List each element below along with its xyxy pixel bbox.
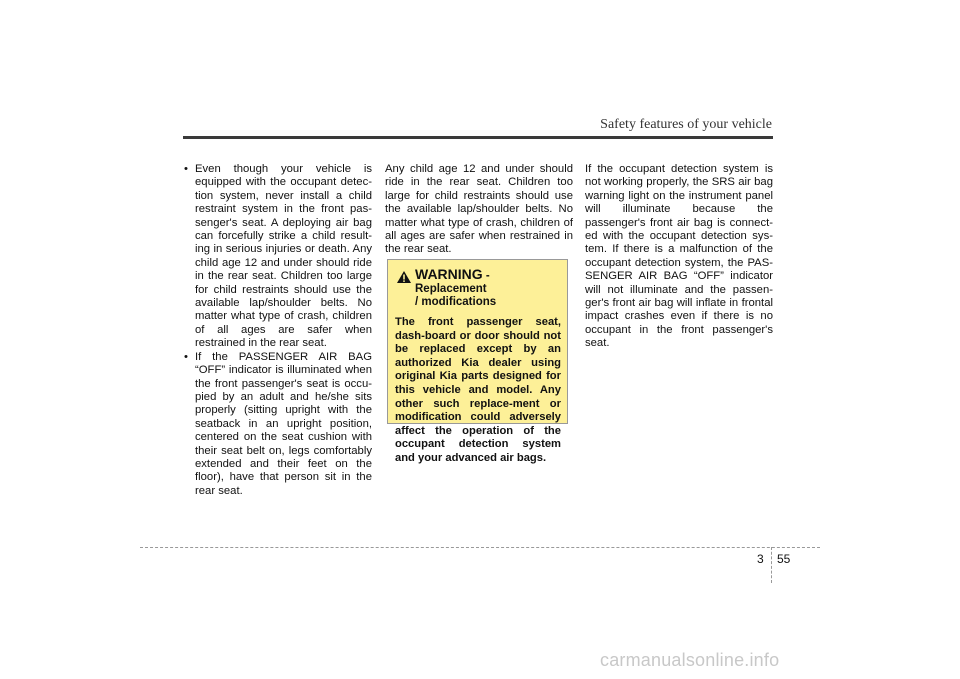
section-number: 3 xyxy=(757,552,764,566)
warning-body: The front passenger seat, dash-board or door should not be replaced except by an authorized Kia dealer using original Kia parts designed for this vehicle and model. Any other such replace-ment or modification could adversely affect the operation of the occupant detection system and your advanced air bags. xyxy=(395,316,561,464)
text-column-left xyxy=(184,163,372,498)
malfunction-paragraph: If the occupant detection system is not working properly, the SRS air bag warning light on the instrument panel will illuminate because the passenger's front air bag is connect-ed with the occupant detection sys-tem. If there is a malfunction of the occupant detection system, the PAS-SENGER AIR BAG “OFF” indicator will not illuminate and the passen-ger's front air bag will inflate in frontal impact crashes even if there is no occupant in the front passenger's seat. xyxy=(585,163,773,350)
warning-word: WARNING xyxy=(415,266,483,282)
warning-box xyxy=(387,259,568,464)
page-number: 55 xyxy=(777,552,791,566)
warning-subtitle-line2: / modifications xyxy=(415,296,497,308)
text-column-right xyxy=(585,163,773,351)
text-column-middle xyxy=(385,163,573,257)
watermark-text: carmanualsonline.info xyxy=(600,650,780,670)
warning-subtitle-line1: - Replacement xyxy=(415,270,490,295)
bullet-occupant-detection: • Even though your vehicle is equipped with the occupant detec-tion system, never install a child restraint system in the front pas-senger's seat. A deploying air bag can forcefully strike a child result-ing in serious injuries or death. Any child age 12 and under should ride in the rear seat. Children too large for child restraints should use the available lap/shoulder belts. No matter what type of crash, children of all ages are safer when restrained in the rear seat. xyxy=(184,163,372,351)
child-rear-seat-paragraph: Any child age 12 and under should ride in the rear seat. Children too large for child restraints should use the available lap/shoulder belts. No matter what type of crash, children of all ages are safer when restrained in the rear seat. xyxy=(385,163,573,256)
warning-triangle-icon xyxy=(397,271,411,283)
header-rule xyxy=(183,136,773,139)
bullet-passenger-airbag-off: • If the PASSENGER AIR BAG “OFF” indicator is illuminated when the front passenger's seat is occu-pied by an adult and he/she sits properly (sitting upright with the seatback in an upright position, centered on the seat cushion with their seat belt on, legs comfortably extended and their feet on the floor), have that person sit in the rear seat. xyxy=(184,351,372,498)
footer-rule xyxy=(140,547,820,548)
page-header-title: Safety features of your vehicle xyxy=(600,117,772,132)
page-number-divider xyxy=(771,547,772,583)
warning-heading xyxy=(395,268,561,296)
